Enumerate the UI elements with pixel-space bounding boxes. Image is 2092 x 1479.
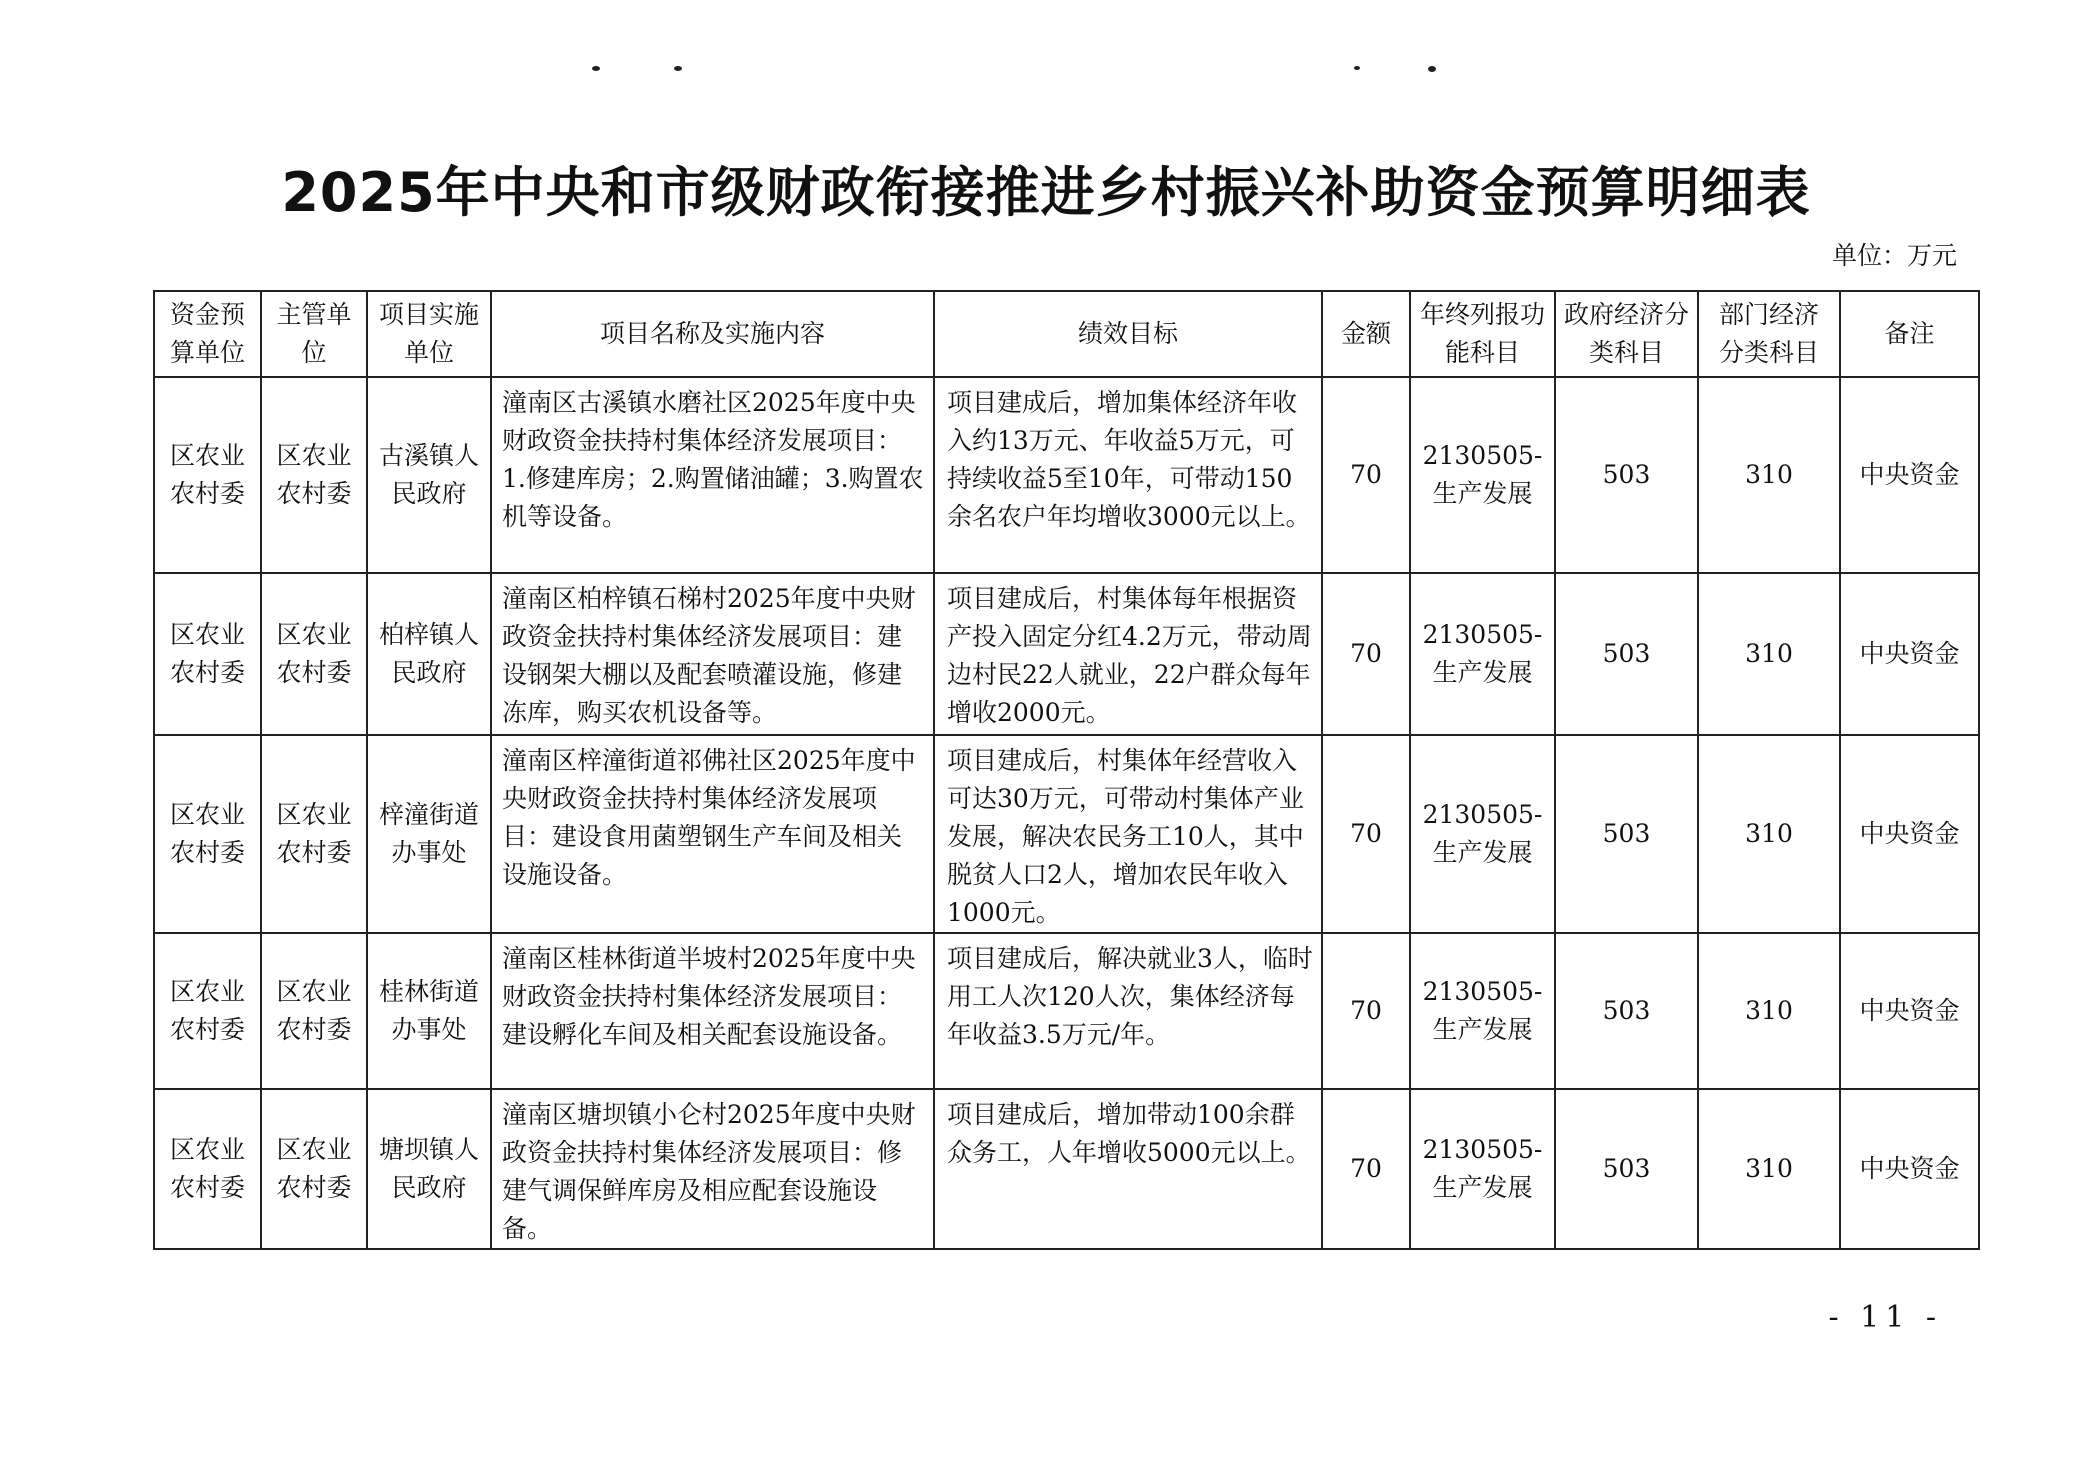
table-row bbox=[154, 735, 1979, 933]
cell-budget-unit: 区农业农村委 bbox=[154, 735, 261, 933]
cell-budget-unit: 区农业农村委 bbox=[154, 1089, 261, 1249]
header-goal: 绩效目标 bbox=[934, 291, 1322, 377]
cell-amount: 70 bbox=[1322, 933, 1410, 1089]
cell-content: 潼南区梓潼街道祁佛社区2025年度中央财政资金扶持村集体经济发展项目：建设食用菌塑钢生产车间及相关设施设备。 bbox=[491, 735, 934, 933]
header-remark: 备注 bbox=[1840, 291, 1979, 377]
cell-content: 潼南区塘坝镇小仑村2025年度中央财政资金扶持村集体经济发展项目：修建气调保鲜库房及相应配套设施设备。 bbox=[491, 1089, 934, 1249]
cell-content: 潼南区柏梓镇石梯村2025年度中央财政资金扶持村集体经济发展项目：建设钢架大棚以及配套喷灌设施，修建冻库，购买农机设备等。 bbox=[491, 573, 934, 735]
cell-remark: 中央资金 bbox=[1840, 377, 1979, 573]
cell-implementer: 柏梓镇人民政府 bbox=[367, 573, 491, 735]
cell-amount: 70 bbox=[1322, 377, 1410, 573]
cell-supervisor: 区农业农村委 bbox=[261, 377, 367, 573]
scan-speck bbox=[592, 66, 600, 71]
cell-goal: 项目建成后，解决就业3人，临时用工人次120人次，集体经济每年收益3.5万元/年。 bbox=[934, 933, 1322, 1089]
cell-implementer: 塘坝镇人民政府 bbox=[367, 1089, 491, 1249]
cell-budget-unit: 区农业农村委 bbox=[154, 573, 261, 735]
cell-remark: 中央资金 bbox=[1840, 735, 1979, 933]
cell-content: 潼南区桂林街道半坡村2025年度中央财政资金扶持村集体经济发展项目：建设孵化车间及相关配套设施设备。 bbox=[491, 933, 934, 1089]
cell-content: 潼南区古溪镇水磨社区2025年度中央财政资金扶持村集体经济发展项目：1.修建库房；2.购置储油罐；3.购置农机等设备。 bbox=[491, 377, 934, 573]
header-amount: 金额 bbox=[1322, 291, 1410, 377]
header-budget-unit: 资金预算单位 bbox=[154, 291, 261, 377]
budget-table bbox=[153, 290, 1980, 1250]
document-title: 2025年中央和市级财政衔接推进乡村振兴补助资金预算明细表 bbox=[281, 161, 1811, 224]
cell-remark: 中央资金 bbox=[1840, 1089, 1979, 1249]
cell-dept-econ: 310 bbox=[1698, 735, 1840, 933]
cell-dept-econ: 310 bbox=[1698, 573, 1840, 735]
cell-implementer: 古溪镇人民政府 bbox=[367, 377, 491, 573]
cell-budget-unit: 区农业农村委 bbox=[154, 377, 261, 573]
cell-function-subject: 2130505-生产发展 bbox=[1410, 377, 1555, 573]
cell-implementer: 梓潼街道办事处 bbox=[367, 735, 491, 933]
cell-function-subject: 2130505-生产发展 bbox=[1410, 735, 1555, 933]
scan-speck bbox=[1354, 66, 1360, 70]
cell-goal: 项目建成后，村集体每年根据资产投入固定分红4.2万元，带动周边村民22人就业，22户群众每年增收2000元。 bbox=[934, 573, 1322, 735]
cell-supervisor: 区农业农村委 bbox=[261, 735, 367, 933]
cell-amount: 70 bbox=[1322, 573, 1410, 735]
cell-supervisor: 区农业农村委 bbox=[261, 933, 367, 1089]
table-header-row bbox=[154, 291, 1979, 377]
cell-gov-econ: 503 bbox=[1555, 573, 1698, 735]
scan-speck bbox=[1428, 66, 1436, 72]
cell-budget-unit: 区农业农村委 bbox=[154, 933, 261, 1089]
cell-dept-econ: 310 bbox=[1698, 377, 1840, 573]
header-function-subject: 年终列报功能科目 bbox=[1410, 291, 1555, 377]
cell-dept-econ: 310 bbox=[1698, 933, 1840, 1089]
cell-function-subject: 2130505-生产发展 bbox=[1410, 933, 1555, 1089]
cell-supervisor: 区农业农村委 bbox=[261, 1089, 367, 1249]
cell-gov-econ: 503 bbox=[1555, 933, 1698, 1089]
cell-amount: 70 bbox=[1322, 735, 1410, 933]
cell-goal: 项目建成后，增加集体经济年收入约13万元、年收益5万元，可持续收益5至10年，可带动150余名农户年均增收3000元以上。 bbox=[934, 377, 1322, 573]
cell-gov-econ: 503 bbox=[1555, 735, 1698, 933]
header-content: 项目名称及实施内容 bbox=[491, 291, 934, 377]
cell-function-subject: 2130505-生产发展 bbox=[1410, 573, 1555, 735]
cell-function-subject: 2130505-生产发展 bbox=[1410, 1089, 1555, 1249]
cell-gov-econ: 503 bbox=[1555, 1089, 1698, 1249]
cell-goal: 项目建成后，增加带动100余群众务工，人年增收5000元以上。 bbox=[934, 1089, 1322, 1249]
cell-remark: 中央资金 bbox=[1840, 573, 1979, 735]
cell-dept-econ: 310 bbox=[1698, 1089, 1840, 1249]
cell-gov-econ: 503 bbox=[1555, 377, 1698, 573]
cell-remark: 中央资金 bbox=[1840, 933, 1979, 1089]
header-supervisor: 主管单位 bbox=[261, 291, 367, 377]
header-gov-econ: 政府经济分类科目 bbox=[1555, 291, 1698, 377]
cell-amount: 70 bbox=[1322, 1089, 1410, 1249]
table-row bbox=[154, 573, 1979, 735]
unit-label: 单位：万元 bbox=[1831, 241, 1957, 270]
table-row bbox=[154, 1089, 1979, 1249]
table-row bbox=[154, 377, 1979, 573]
cell-goal: 项目建成后，村集体年经营收入可达30万元，可带动村集体产业发展，解决农民务工10人，其中脱贫人口2人，增加农民年收入1000元。 bbox=[934, 735, 1322, 933]
scan-speck bbox=[674, 66, 682, 71]
header-dept-econ: 部门经济分类科目 bbox=[1698, 291, 1840, 377]
header-implementer: 项目实施单位 bbox=[367, 291, 491, 377]
cell-implementer: 桂林街道办事处 bbox=[367, 933, 491, 1089]
cell-supervisor: 区农业农村委 bbox=[261, 573, 367, 735]
page-number: - 11 - bbox=[1828, 1300, 1942, 1335]
table-row bbox=[154, 933, 1979, 1089]
